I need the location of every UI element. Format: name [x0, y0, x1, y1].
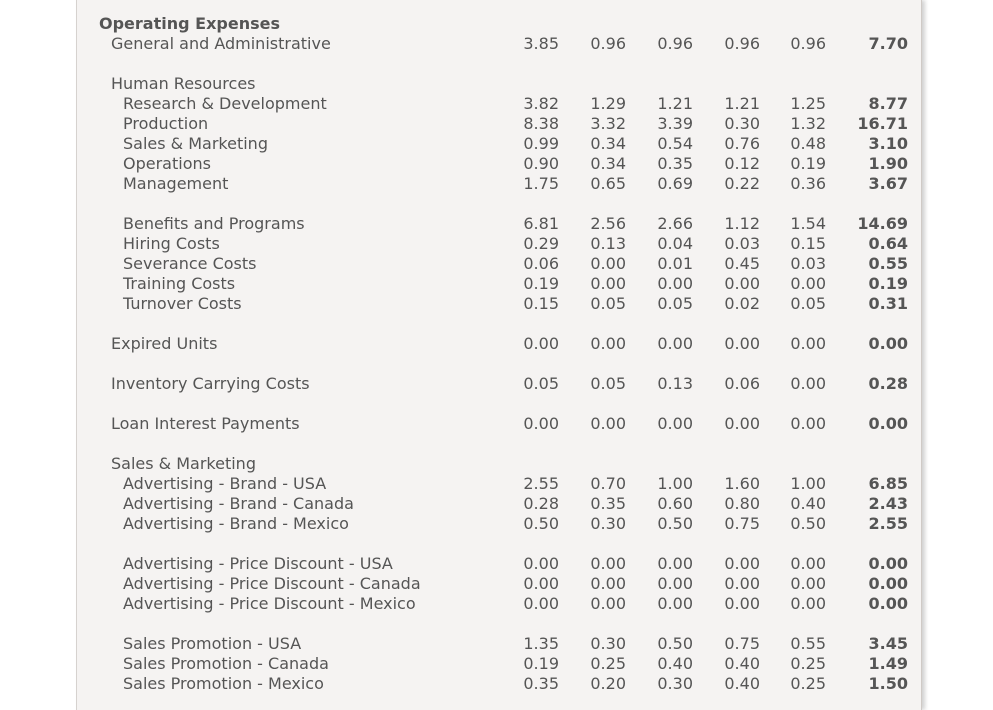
- value-cell: 0.50: [657, 514, 693, 533]
- value-cell: 0.15: [523, 294, 559, 313]
- row-label: Severance Costs: [123, 254, 257, 273]
- value-cell: 0.25: [790, 674, 826, 693]
- total-cell: 1.49: [868, 654, 908, 673]
- total-cell: 3.45: [868, 634, 908, 653]
- row-label: Inventory Carrying Costs: [111, 374, 310, 393]
- total-cell: 16.71: [857, 114, 908, 133]
- value-cell: 0.96: [590, 34, 626, 53]
- table-row: [77, 174, 921, 194]
- value-cell: 0.55: [790, 634, 826, 653]
- table-row: [77, 214, 921, 234]
- value-cell: 0.35: [523, 674, 559, 693]
- value-cell: 0.05: [590, 374, 626, 393]
- value-cell: 0.00: [724, 334, 760, 353]
- value-cell: 1.54: [790, 214, 826, 233]
- row-label: Turnover Costs: [123, 294, 242, 313]
- table-row: [77, 294, 921, 314]
- value-cell: 0.00: [590, 334, 626, 353]
- value-cell: 0.06: [523, 254, 559, 273]
- row-label: Expired Units: [111, 334, 218, 353]
- value-cell: 0.06: [724, 374, 760, 393]
- value-cell: 1.25: [790, 94, 826, 113]
- value-cell: 0.00: [590, 274, 626, 293]
- section-title: Operating Expenses: [99, 14, 280, 33]
- group-label: Human Resources: [111, 74, 256, 93]
- spacer: [77, 194, 921, 214]
- value-cell: 0.19: [523, 274, 559, 293]
- table-row: [77, 254, 921, 274]
- value-cell: 0.45: [724, 254, 760, 273]
- row-label: Loan Interest Payments: [111, 414, 300, 433]
- section-header-row: [77, 14, 921, 34]
- value-cell: 3.82: [523, 94, 559, 113]
- value-cell: 0.40: [724, 654, 760, 673]
- value-cell: 0.29: [523, 234, 559, 253]
- row-label: Hiring Costs: [123, 234, 220, 253]
- value-cell: 0.00: [523, 334, 559, 353]
- value-cell: 1.60: [724, 474, 760, 493]
- value-cell: 0.02: [724, 294, 760, 313]
- value-cell: 1.21: [724, 94, 760, 113]
- value-cell: 0.00: [657, 594, 693, 613]
- spacer: [77, 314, 921, 334]
- value-cell: 0.00: [523, 414, 559, 433]
- row-label: General and Administrative: [111, 34, 331, 53]
- value-cell: 0.96: [657, 34, 693, 53]
- total-cell: 3.10: [868, 134, 908, 153]
- table-row: [77, 494, 921, 514]
- spacer: [77, 614, 921, 634]
- total-cell: 3.67: [868, 174, 908, 193]
- value-cell: 0.48: [790, 134, 826, 153]
- spacer: [77, 434, 921, 454]
- total-cell: 2.55: [868, 514, 908, 533]
- value-cell: 0.00: [657, 274, 693, 293]
- value-cell: 0.00: [523, 594, 559, 613]
- value-cell: 0.30: [590, 514, 626, 533]
- value-cell: 1.32: [790, 114, 826, 133]
- value-cell: 0.05: [523, 374, 559, 393]
- row-label: Sales & Marketing: [123, 134, 268, 153]
- value-cell: 0.50: [790, 514, 826, 533]
- group-label: Sales & Marketing: [111, 454, 256, 473]
- table-row: [77, 634, 921, 654]
- value-cell: 0.03: [724, 234, 760, 253]
- value-cell: 0.00: [590, 554, 626, 573]
- value-cell: 0.00: [590, 594, 626, 613]
- value-cell: 0.75: [724, 634, 760, 653]
- table-row: [77, 514, 921, 534]
- value-cell: 0.15: [790, 234, 826, 253]
- value-cell: 0.03: [790, 254, 826, 273]
- value-cell: 2.56: [590, 214, 626, 233]
- total-cell: 0.19: [868, 274, 908, 293]
- table-row: [77, 34, 921, 54]
- value-cell: 0.00: [790, 374, 826, 393]
- value-cell: 0.65: [590, 174, 626, 193]
- value-cell: 1.00: [790, 474, 826, 493]
- value-cell: 3.39: [657, 114, 693, 133]
- row-label: Sales Promotion - Mexico: [123, 674, 324, 693]
- value-cell: 1.00: [657, 474, 693, 493]
- value-cell: 0.01: [657, 254, 693, 273]
- table-row: [77, 674, 921, 694]
- row-label: Sales Promotion - Canada: [123, 654, 329, 673]
- table-row: [77, 94, 921, 114]
- value-cell: 0.30: [657, 674, 693, 693]
- value-cell: 0.96: [724, 34, 760, 53]
- value-cell: 0.34: [590, 154, 626, 173]
- value-cell: 0.19: [790, 154, 826, 173]
- value-cell: 0.05: [657, 294, 693, 313]
- value-cell: 0.00: [790, 554, 826, 573]
- value-cell: 0.00: [790, 414, 826, 433]
- table-row: [77, 574, 921, 594]
- spacer: [77, 354, 921, 374]
- value-cell: 0.00: [724, 414, 760, 433]
- value-cell: 0.00: [590, 414, 626, 433]
- value-cell: 0.76: [724, 134, 760, 153]
- value-cell: 0.00: [590, 254, 626, 273]
- total-cell: 0.00: [868, 334, 908, 353]
- operating-expenses-table: [77, 14, 921, 694]
- value-cell: 0.00: [590, 574, 626, 593]
- value-cell: 2.55: [523, 474, 559, 493]
- value-cell: 0.04: [657, 234, 693, 253]
- value-cell: 6.81: [523, 214, 559, 233]
- value-cell: 0.00: [724, 594, 760, 613]
- total-cell: 0.00: [868, 594, 908, 613]
- value-cell: 0.00: [523, 554, 559, 573]
- value-cell: 0.90: [523, 154, 559, 173]
- table-row: [77, 414, 921, 434]
- table-row: [77, 654, 921, 674]
- total-cell: 7.70: [868, 34, 908, 53]
- value-cell: 0.50: [657, 634, 693, 653]
- value-cell: 1.21: [657, 94, 693, 113]
- total-cell: 0.55: [868, 254, 908, 273]
- row-label: Advertising - Brand - Mexico: [123, 514, 349, 533]
- total-cell: 1.90: [868, 154, 908, 173]
- table-row: [77, 114, 921, 134]
- value-cell: 1.29: [590, 94, 626, 113]
- value-cell: 0.00: [790, 594, 826, 613]
- row-label: Benefits and Programs: [123, 214, 305, 233]
- value-cell: 0.36: [790, 174, 826, 193]
- row-label: Management: [123, 174, 229, 193]
- value-cell: 0.30: [724, 114, 760, 133]
- table-row: [77, 134, 921, 154]
- total-cell: 14.69: [857, 214, 908, 233]
- total-cell: 0.64: [868, 234, 908, 253]
- value-cell: 0.00: [657, 414, 693, 433]
- value-cell: 0.20: [590, 674, 626, 693]
- value-cell: 0.30: [590, 634, 626, 653]
- value-cell: 0.40: [657, 654, 693, 673]
- report-panel: [76, 0, 922, 710]
- total-cell: 0.31: [868, 294, 908, 313]
- row-label: Research & Development: [123, 94, 327, 113]
- value-cell: 0.00: [657, 554, 693, 573]
- spacer: [77, 394, 921, 414]
- row-label: Production: [123, 114, 209, 133]
- table-row: [77, 474, 921, 494]
- value-cell: 0.00: [657, 574, 693, 593]
- value-cell: 0.35: [657, 154, 693, 173]
- value-cell: 0.13: [657, 374, 693, 393]
- value-cell: 0.00: [724, 274, 760, 293]
- value-cell: 0.00: [657, 334, 693, 353]
- table-row: [77, 334, 921, 354]
- value-cell: 0.80: [724, 494, 760, 513]
- value-cell: 3.85: [523, 34, 559, 53]
- row-label: Sales Promotion - USA: [123, 634, 302, 653]
- value-cell: 0.22: [724, 174, 760, 193]
- value-cell: 0.28: [523, 494, 559, 513]
- value-cell: 1.35: [523, 634, 559, 653]
- value-cell: 0.75: [724, 514, 760, 533]
- value-cell: 0.13: [590, 234, 626, 253]
- table-row: [77, 374, 921, 394]
- value-cell: 0.25: [590, 654, 626, 673]
- value-cell: 1.12: [724, 214, 760, 233]
- value-cell: 0.54: [657, 134, 693, 153]
- spacer: [77, 54, 921, 74]
- table-row: [77, 234, 921, 254]
- row-label: Operations: [123, 154, 211, 173]
- total-cell: 0.00: [868, 574, 908, 593]
- group-header-row: [77, 74, 921, 94]
- value-cell: 3.32: [590, 114, 626, 133]
- total-cell: 0.28: [868, 374, 908, 393]
- value-cell: 0.19: [523, 654, 559, 673]
- value-cell: 0.25: [790, 654, 826, 673]
- total-cell: 8.77: [868, 94, 908, 113]
- table-row: [77, 154, 921, 174]
- value-cell: 0.00: [790, 574, 826, 593]
- group-header-row: [77, 454, 921, 474]
- value-cell: 0.96: [790, 34, 826, 53]
- table-row: [77, 554, 921, 574]
- spacer: [77, 534, 921, 554]
- value-cell: 0.05: [790, 294, 826, 313]
- total-cell: 0.00: [868, 554, 908, 573]
- value-cell: 0.05: [590, 294, 626, 313]
- value-cell: 1.75: [523, 174, 559, 193]
- total-cell: 2.43: [868, 494, 908, 513]
- row-label: Advertising - Price Discount - USA: [123, 554, 393, 573]
- value-cell: 0.99: [523, 134, 559, 153]
- value-cell: 0.60: [657, 494, 693, 513]
- value-cell: 0.00: [790, 334, 826, 353]
- table-row: [77, 274, 921, 294]
- value-cell: 0.12: [724, 154, 760, 173]
- row-label: Advertising - Brand - USA: [123, 474, 327, 493]
- row-label: Advertising - Price Discount - Canada: [123, 574, 421, 593]
- value-cell: 0.34: [590, 134, 626, 153]
- value-cell: 0.00: [523, 574, 559, 593]
- total-cell: 6.85: [868, 474, 908, 493]
- value-cell: 8.38: [523, 114, 559, 133]
- row-label: Advertising - Brand - Canada: [123, 494, 354, 513]
- total-cell: 1.50: [868, 674, 908, 693]
- table-row: [77, 594, 921, 614]
- value-cell: 0.40: [790, 494, 826, 513]
- value-cell: 0.35: [590, 494, 626, 513]
- row-label: Advertising - Price Discount - Mexico: [123, 594, 416, 613]
- value-cell: 0.70: [590, 474, 626, 493]
- value-cell: 0.50: [523, 514, 559, 533]
- value-cell: 0.00: [790, 274, 826, 293]
- value-cell: 0.40: [724, 674, 760, 693]
- total-cell: 0.00: [868, 414, 908, 433]
- value-cell: 0.69: [657, 174, 693, 193]
- row-label: Training Costs: [123, 274, 236, 293]
- value-cell: 0.00: [724, 554, 760, 573]
- value-cell: 2.66: [657, 214, 693, 233]
- value-cell: 0.00: [724, 574, 760, 593]
